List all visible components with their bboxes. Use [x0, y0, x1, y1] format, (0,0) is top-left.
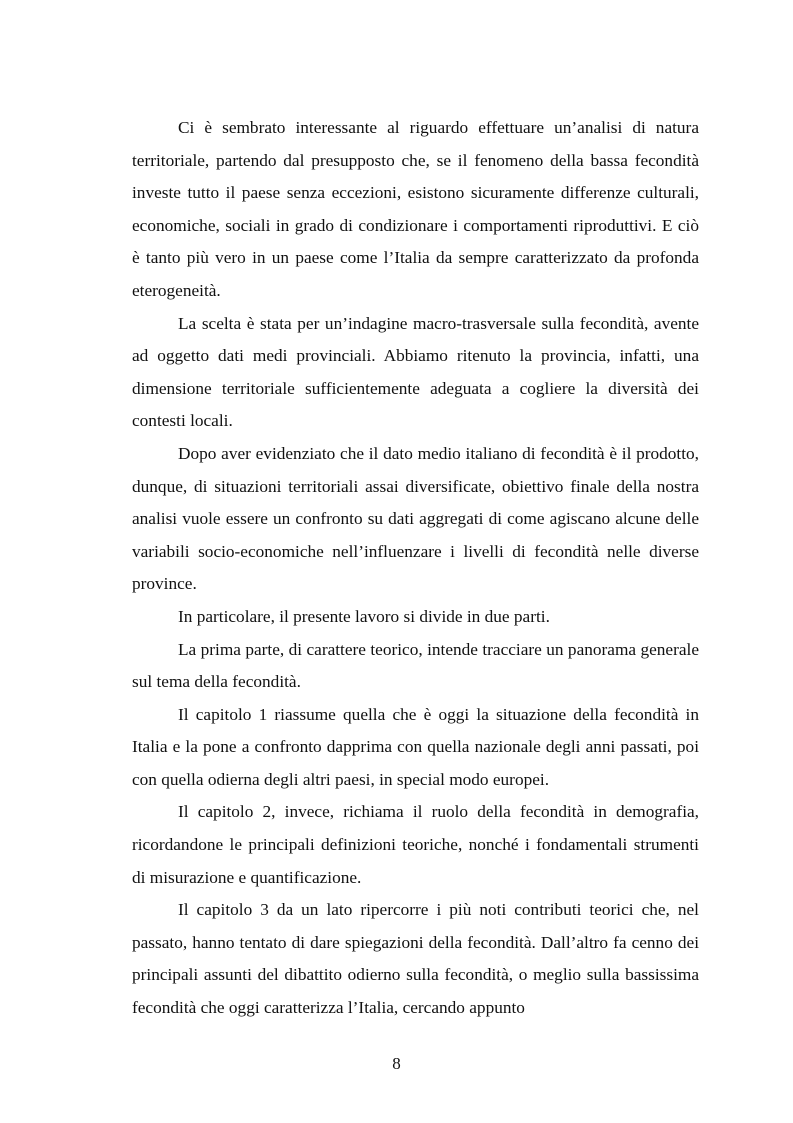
paragraph-8: Il capitolo 3 da un lato ripercorre i più noti contributi teorici che, nel passato, hanno tentato di dare spiegazioni della fecondità. Dall’altro fa cenno dei principali assunti del dibattito odierno sulla fecondità, o meglio sulla bassissima fecondità che oggi caratterizza l’Italia, cercando appunto	[132, 900, 699, 1018]
paragraph-6: Il capitolo 1 riassume quella che è oggi la situazione della fecondità in Italia e la pone a confronto dapprima con quella nazionale degli anni passati, poi con quella odierna degli altri paesi, in special modo europei.	[132, 704, 699, 789]
paragraph-3: Dopo aver evidenziato che il dato medio italiano di fecondità è il prodotto, dunque, di situazioni territoriali assai diversificate, obiettivo finale della nostra analisi vuole essere un confronto su dati aggregati di come agiscano alcune delle variabili socio-economiche nell’influenzare i livelli di fecondità nelle diverse province.	[132, 443, 699, 594]
paragraph-2: La scelta è stata per un’indagine macro-trasversale sulla fecondità, avente ad oggetto dati medi provinciali. Abbiamo ritenuto la provincia, infatti, una dimensione territoriale sufficientemente adeguata a cogliere la diversità dei contesti locali.	[132, 313, 699, 431]
paragraph-4: In particolare, il presente lavoro si divide in due parti.	[178, 606, 550, 626]
paragraph-7: Il capitolo 2, invece, richiama il ruolo della fecondità in demografia, ricordandone le principali definizioni teoriche, nonché i fondamentali strumenti di misurazione e quantificazione.	[132, 802, 699, 887]
paragraph-5: La prima parte, di carattere teorico, intende tracciare un panorama generale sul tema della fecondità.	[132, 639, 699, 692]
page-number: 8	[392, 1054, 401, 1073]
paragraph-1: Ci è sembrato interessante al riguardo effettuare un’analisi di natura territoriale, partendo dal presupposto che, se il fenomeno della bassa fecondità investe tutto il paese senza eccezioni, esistono sicuramente differenze culturali, economiche, sociali in grado di condizionare i comportamenti riproduttivi. E ciò è tanto più vero in un paese come l’Italia da sempre caratterizzato da profonda eterogeneità.	[132, 118, 699, 300]
document-body	[132, 112, 699, 1025]
